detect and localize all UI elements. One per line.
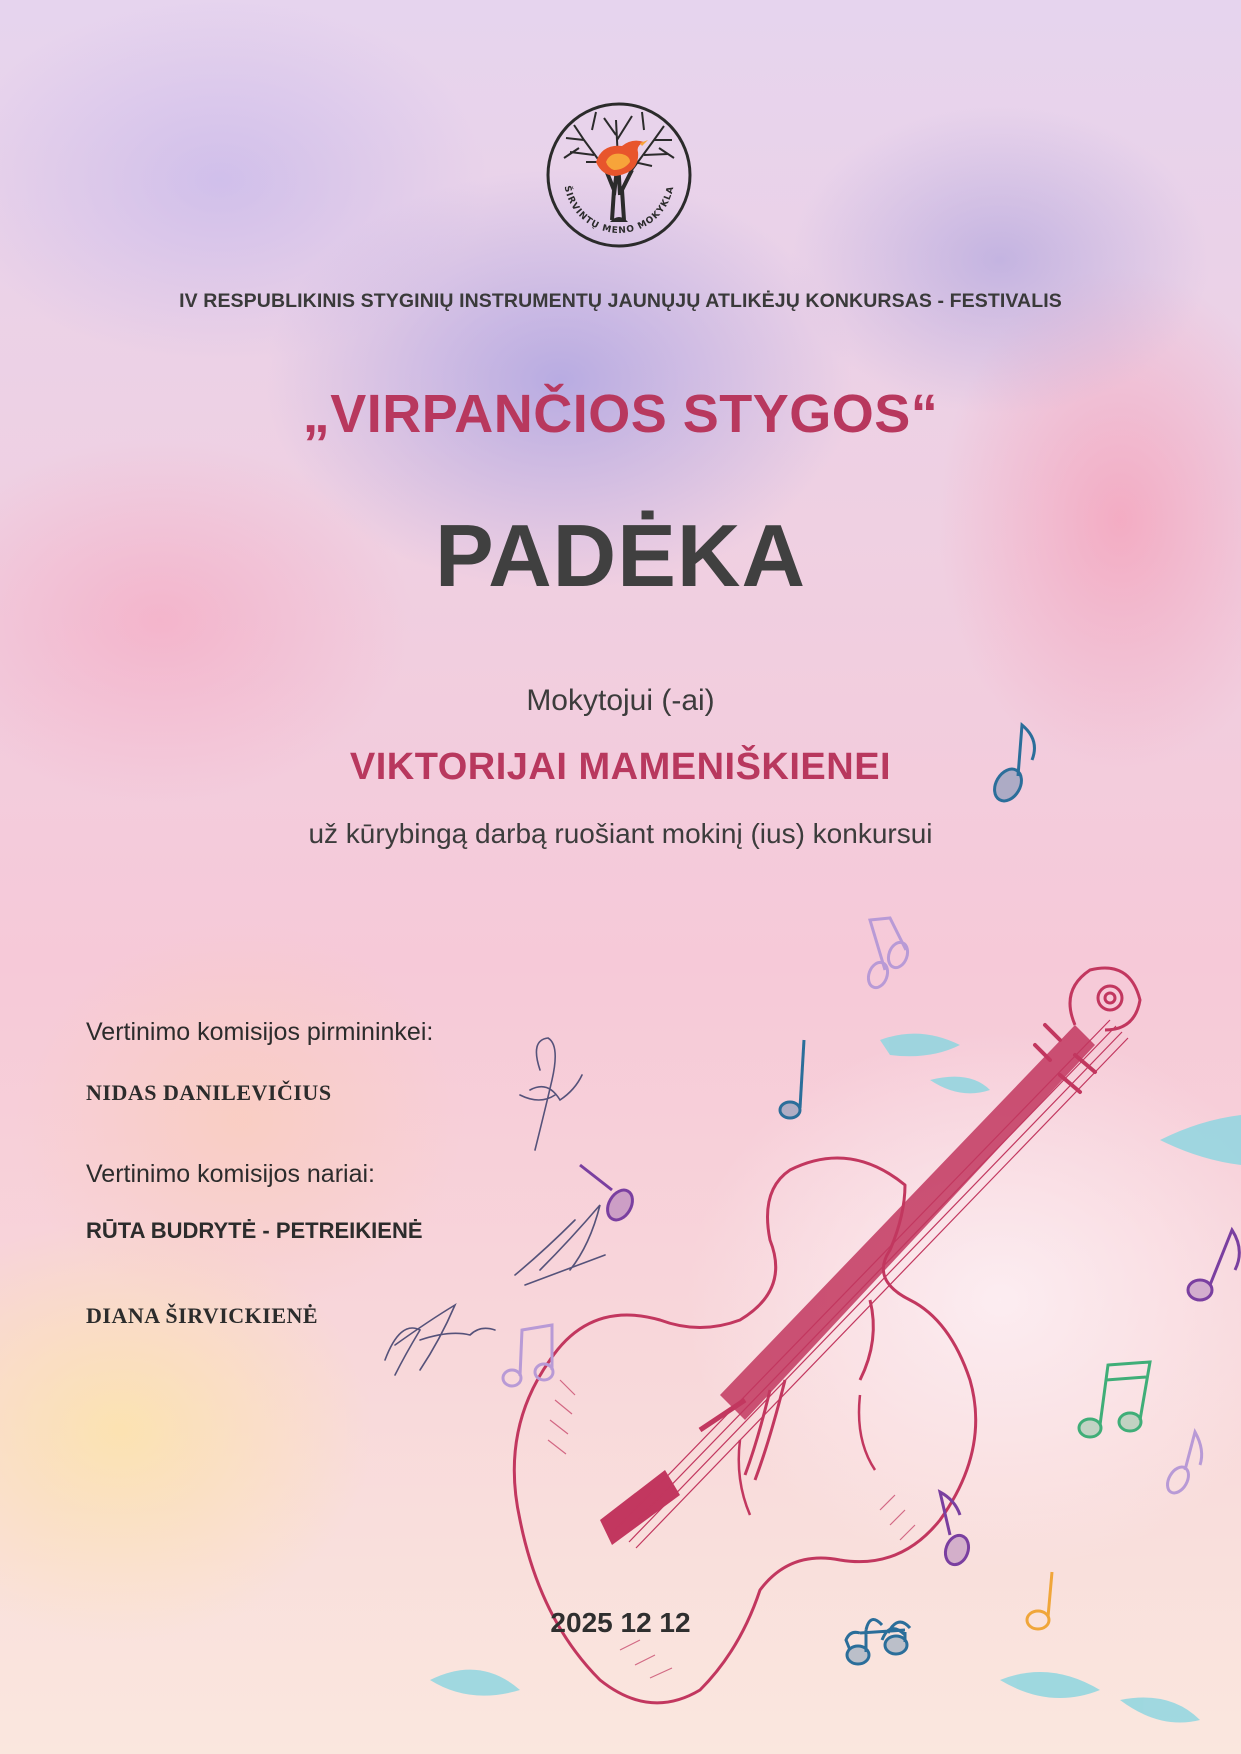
music-note-icon	[503, 1325, 553, 1386]
music-note-icon	[1188, 1230, 1239, 1300]
festival-title: IV RESPUBLIKINIS STYGINIŲ INSTRUMENTŲ JAUNŲJŲ ATLIKĖJŲ KONKURSAS - FESTIVALIS	[179, 290, 1062, 312]
music-note-icon	[1079, 1362, 1150, 1437]
music-note-icon	[989, 725, 1034, 806]
award-reason: už kūrybingą darbą ruošiant mokinį (ius) konkursui	[308, 818, 933, 849]
contest-name: „VIRPANČIOS STYGOS“	[302, 384, 939, 444]
music-note-icon	[865, 918, 911, 990]
members-label: Vertinimo komisijos nariai:	[86, 1160, 375, 1188]
member-name: RŪTA BUDRYTĖ - PETREIKIENĖ	[86, 1218, 423, 1243]
music-note-icon	[780, 1040, 804, 1118]
document-title: PADĖKA	[434, 506, 807, 605]
music-note-icon	[1163, 1432, 1201, 1497]
chair-label: Vertinimo komisijos pirmininkei:	[86, 1018, 434, 1046]
music-note-icon	[940, 1492, 972, 1568]
chair-name: NIDAS DANILEVIČIUS	[86, 1080, 332, 1105]
recipient-name: VIKTORIJAI MAMENIŠKIENEI	[349, 746, 892, 788]
date: 2025 12 12	[550, 1607, 691, 1638]
member-name: DIANA ŠIRVICKIENĖ	[86, 1303, 319, 1328]
svg-text:ŠIRVINTŲ MENO MOKYKLA: ŠIRVINTŲ MENO MOKYKLA	[561, 184, 677, 237]
recipient-role: Mokytojui (-ai)	[526, 684, 715, 717]
music-note-icon	[580, 1165, 638, 1224]
